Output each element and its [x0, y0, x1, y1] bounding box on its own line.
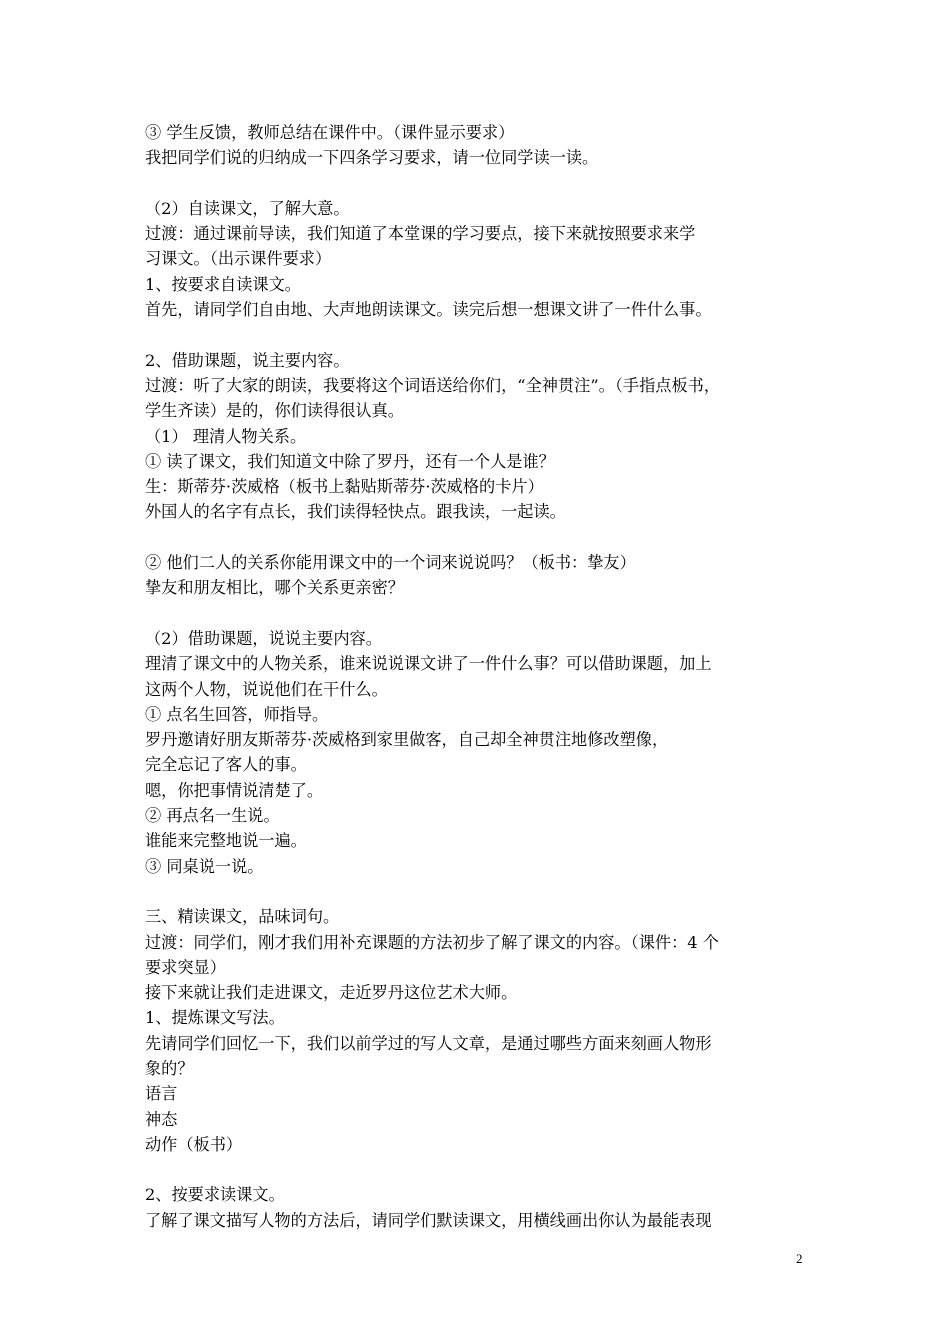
- text-line: 神态: [145, 1109, 178, 1129]
- text-line: 这两个人物，说说他们在干什么。: [145, 679, 388, 699]
- text-line: ① 点名生回答，师指导。: [145, 704, 329, 724]
- text-line: ③ 学生反馈，教师总结在课件中。（课件显示要求）: [145, 123, 515, 142]
- blank-line: [145, 879, 817, 904]
- page-number: 2: [796, 1251, 803, 1266]
- text-line: （2）借助课题，说说主要内容。: [145, 628, 382, 648]
- text-line: （2）自读课文，了解大意。: [145, 198, 350, 218]
- text-line: 2、按要求读课文。: [145, 1185, 285, 1205]
- text-line: ② 他们二人的关系你能用课文中的一个词来说说吗？（板书：挚友）: [145, 553, 636, 573]
- text-line: 罗丹邀请好朋友斯蒂芬·茨威格到家里做客，自己却全神贯注地修改塑像，: [145, 730, 669, 750]
- text-line: 过渡：听了大家的朗读，我要将这个词语送给你们，“全神贯注”。（手指点板书，: [145, 375, 721, 395]
- text-line: 首先，请同学们自由地、大声地朗读课文。读完后想一想课文讲了一件什么事。: [145, 300, 712, 320]
- text-line: 过渡：同学们，刚才我们用补充课题的方法初步了解了课文的内容。（课件：4 个: [145, 932, 719, 952]
- text-line: 谁能来完整地说一遍。: [145, 831, 307, 851]
- text-line: 学生齐读）是的，你们读得很认真。: [145, 401, 404, 421]
- text-line: 了解了课文描写人物的方法后，请同学们默读课文，用横线画出你认为最能表现: [145, 1210, 712, 1230]
- text-line: 象的？: [145, 1058, 194, 1078]
- text-line: 挚友和朋友相比，哪个关系更亲密？: [145, 578, 404, 598]
- text-line: 过渡：通过课前导读，我们知道了本堂课的学习要点，接下来就按照要求来学: [145, 224, 696, 244]
- text-line: ① 读了课文，我们知道文中除了罗丹，还有一个人是谁？: [145, 451, 555, 471]
- text-line: 完全忘记了客人的事。: [145, 755, 307, 775]
- text-line: 先请同学们回忆一下，我们以前学过的写人文章，是通过哪些方面来刻画人物形: [145, 1033, 712, 1053]
- blank-line: [145, 171, 817, 196]
- text-line: 生：斯蒂芬·茨威格（板书上黏贴斯蒂芬·茨威格的卡片）: [145, 477, 544, 497]
- text-line: 接下来就让我们走进课文，走近罗丹这位艺术大师。: [145, 983, 518, 1003]
- text-line: 语言: [145, 1084, 178, 1104]
- text-line: 习课文。（出示课件要求）: [145, 249, 332, 269]
- document-body: [145, 120, 817, 1233]
- text-line: ③ 同桌说一说。: [145, 856, 264, 876]
- text-line: 1、按要求自读课文。: [145, 274, 301, 294]
- text-line: 动作（板书）: [145, 1134, 243, 1154]
- blank-line: [145, 322, 817, 347]
- blank-line: [145, 601, 817, 626]
- text-line: 1、提炼课文写法。: [145, 1008, 285, 1028]
- text-line: 三、精读课文，品味词句。: [145, 907, 340, 927]
- text-line: 理清了课文中的人物关系，谁来说说课文讲了一件什么事？可以借助课题，加上: [145, 654, 712, 674]
- text-line: 嗯，你把事情说清楚了。: [145, 780, 324, 800]
- text-line: 2、借助课题，说主要内容。: [145, 350, 350, 370]
- text-line: （1） 理清人物关系。: [145, 426, 307, 446]
- text-line: ② 再点名一生说。: [145, 806, 280, 826]
- blank-line: [145, 525, 817, 550]
- text-line: 外国人的名字有点长，我们读得轻快点。跟我读，一起读。: [145, 502, 566, 522]
- text-line: 要求突显）: [145, 957, 226, 977]
- blank-line: [145, 1157, 817, 1182]
- text-line: 我把同学们说的归纳成一下四条学习要求，请一位同学读一读。: [145, 148, 599, 168]
